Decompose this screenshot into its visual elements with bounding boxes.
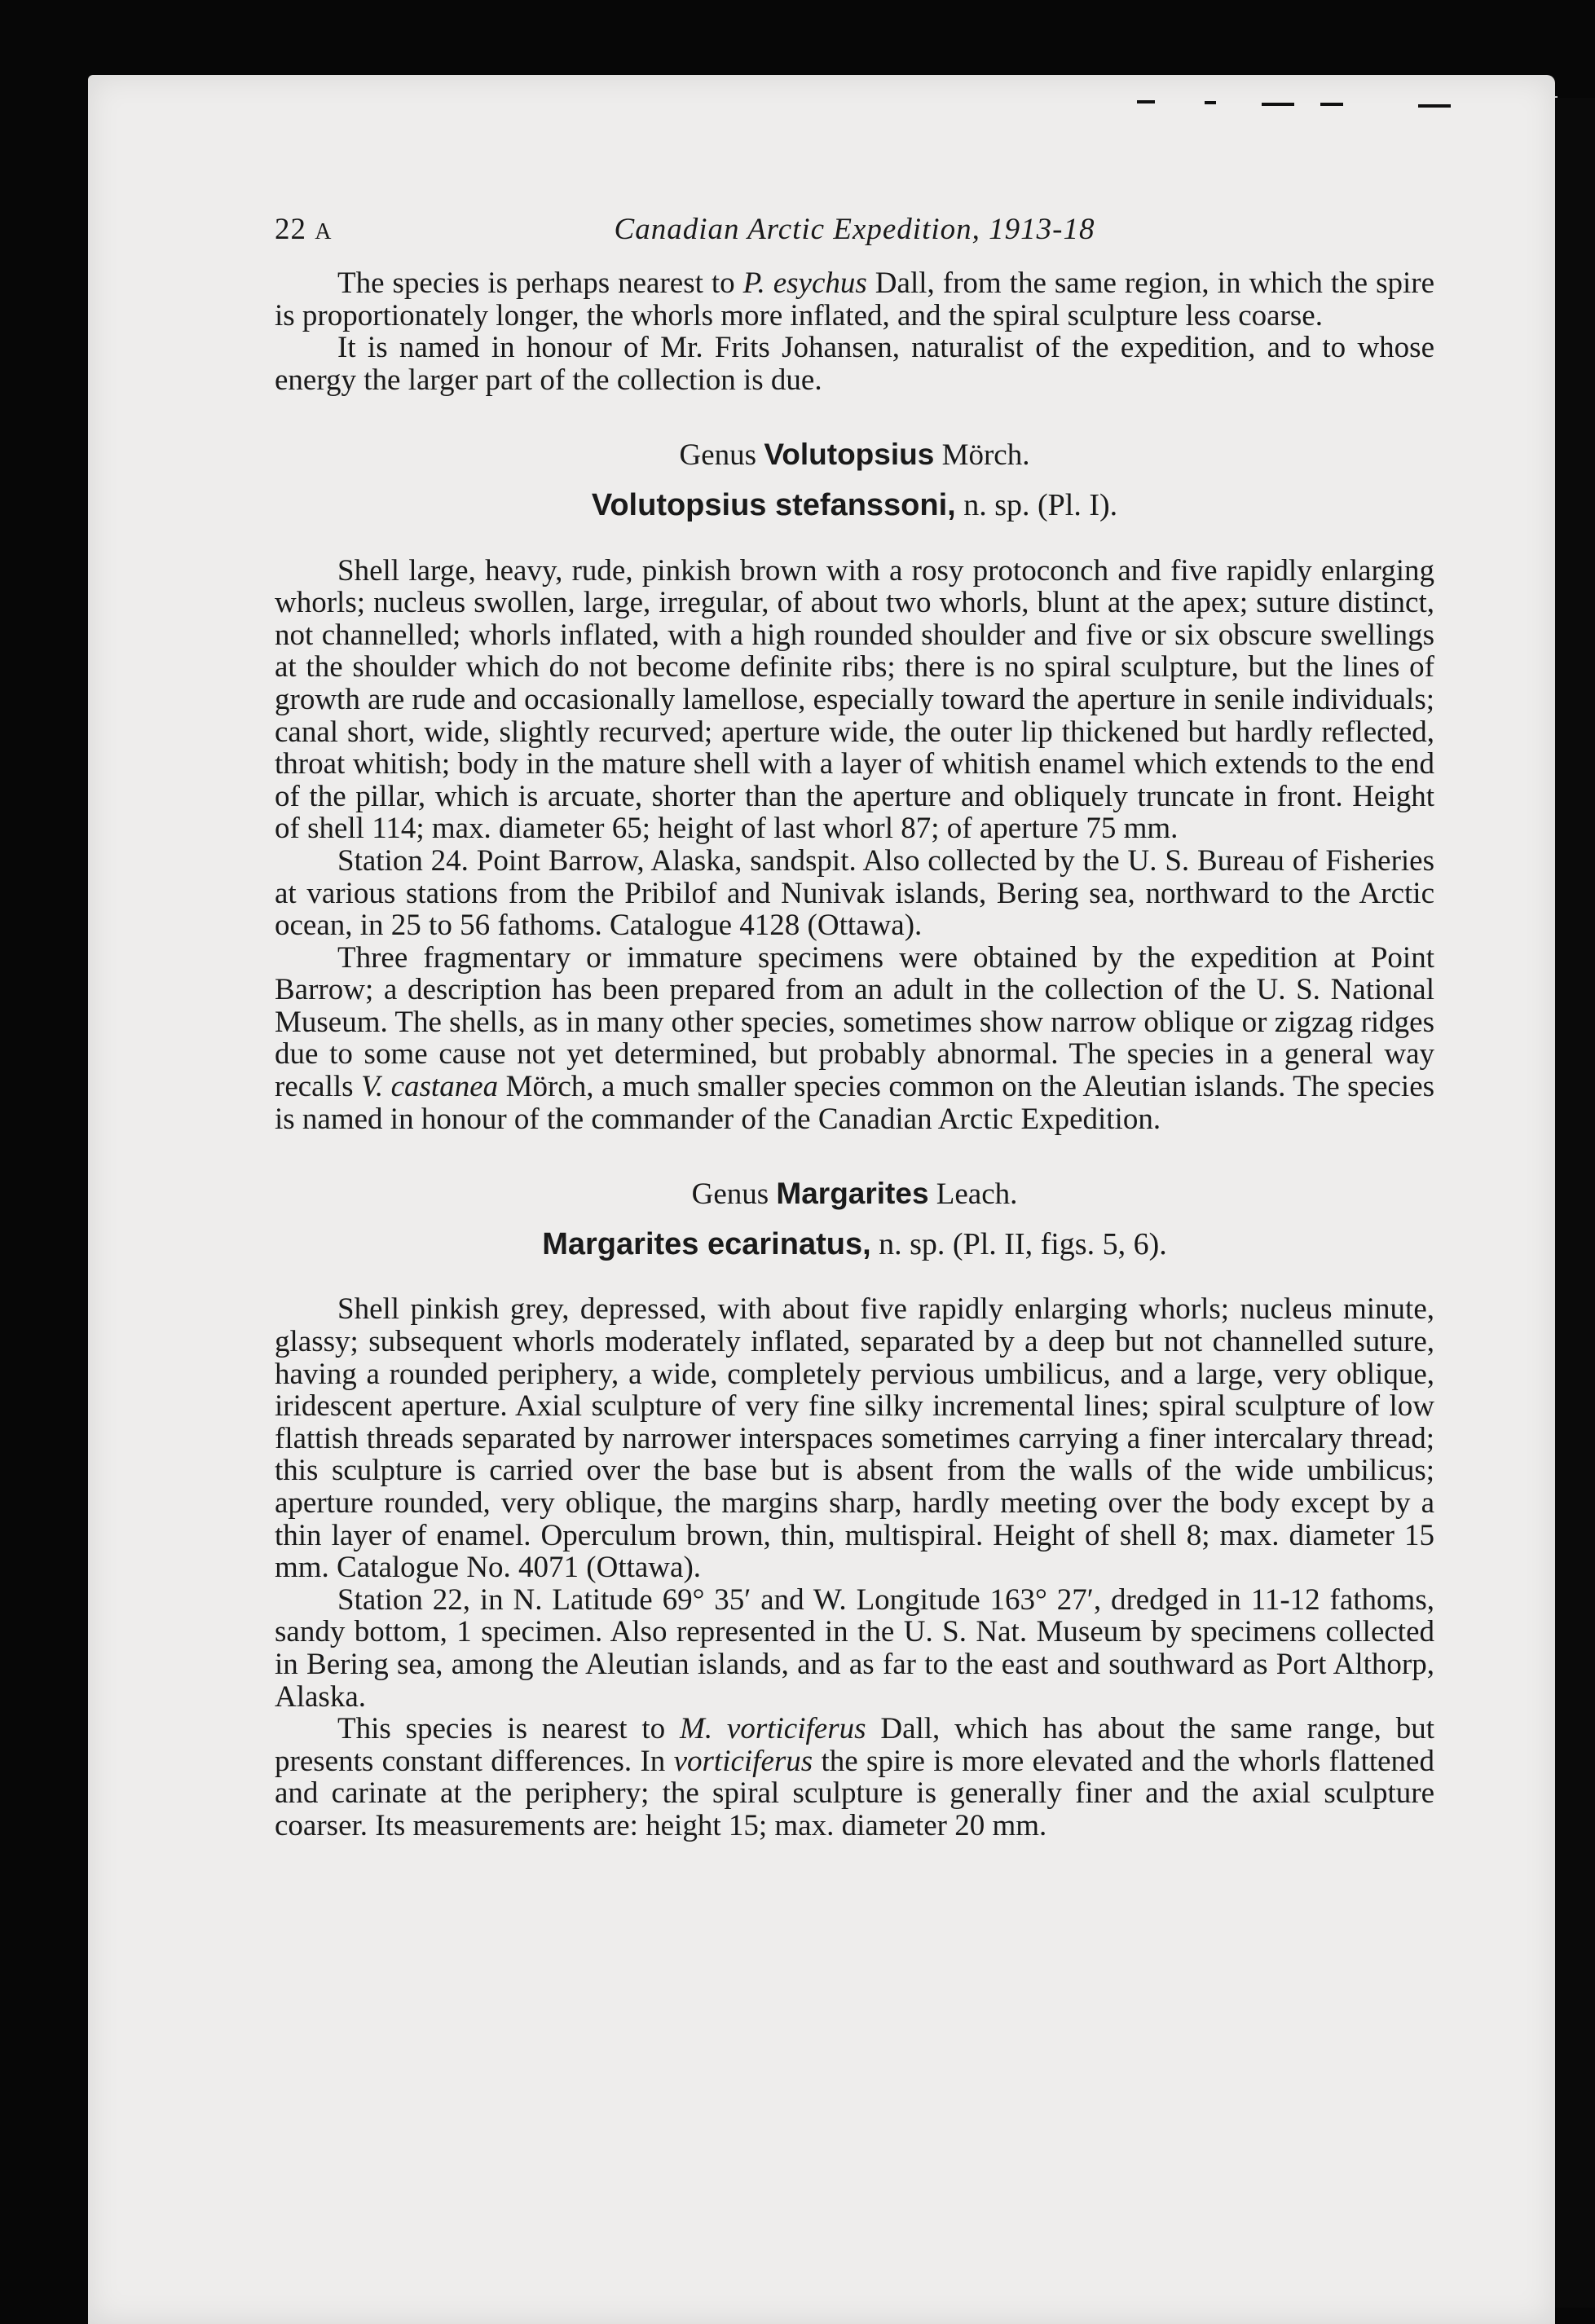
running-header [275,213,1434,249]
genus-heading: Genus Volutopsius Mörch. [679,438,1030,473]
species-reference: M. vorticiferus [680,1712,866,1746]
species-description: Shell large, heavy, rude, pinkish brown with a rosy protoconch and five rapidly enlarging whorls; nucleus swollen, large, irregular, of about two whorls, blunt at the apex; suture distinct, not channelled; whorls inflated, with a high rounded shoulder and five or six obscure swellings at the shoulder which do not become definite ribs; there is no spiral sculpture, but the lines of growth are rude and occasionally lamellose, especially toward the aperture in senile individuals; canal short, wide, slightly recurved; aperture wide, the outer lip thickened but hardly reflected, throat whitish; body in the mature shell with a layer of whitish enamel which extends to the end of the pillar, which is arcuate, shorter than the aperture and obliquely truncate in front. Height of shell 114; max. diameter 65; height of last whorl 87; of aperture 75 mm. [275,553,1434,846]
species-reference: V. castanea [361,1070,499,1104]
species-reference: P. esychus [742,266,867,300]
paragraph: The species is perhaps nearest to P. esychus Dall, from the same region, in which the spire is proportionately longer, the whorls more inflated, and the spiral sculpture less coarse. [275,266,1434,332]
scan-border [1555,98,1595,2308]
scan-mark [1320,103,1343,106]
genus-name: Volutopsius [764,438,935,472]
genus-heading: Genus Margarites Leach. [691,1177,1018,1212]
page-content [275,213,1434,1842]
species-name: Volutopsius stefanssoni, [591,487,956,522]
scan-mark [1418,104,1451,108]
remarks-paragraph: This species is nearest to M. vorticiferus Dall, which has about the same range, but presents constant differences. In vorticiferus the spire is more elevated and the whorls flattened and carinate at the periphery; the spiral sculpture is generally finer and the axial sculpture coarser. Its measurements are: height 15; max. diameter 20 mm. [275,1712,1434,1842]
genus-name: Margarites [776,1177,929,1211]
species-reference: vorticiferus [673,1744,813,1778]
scan-mark [1205,101,1216,104]
species-description: Shell pinkish grey, depressed, with about five rapidly enlarging whorls; nucleus minute, glassy; subsequent whorls moderately inflated, separated by a deep but not channelled suture, having a rounded periphery, a wide, completely pervious umbilicus, and a large, very oblique, iridescent aperture. Axial sculpture of very fine silky incremental lines; spiral sculpture of low flattish threads separated by narrower interspaces sometimes carrying a finer intercalary thread; this sculpture is carried over the base but is absent from the walls of the wide umbilicus; aperture rounded, very oblique, the margins sharp, hardly meeting over the body except by a thin layer of enamel. Operculum brown, thin, multispiral. Height of shell 8; max. diameter 15 mm. Catalogue No. 4071 (Ottawa). [275,1292,1434,1585]
running-title: Canadian Arctic Expedition, 1913-18 [614,213,1095,246]
remarks-paragraph: Three fragmentary or immature specimens were obtained by the expedition at Point Barrow; a description has been prepared from an adult in the collection of the U. S. National Museum. The shells, as in many other species, sometimes show narrow oblique or zigzag ridges due to some cause not yet determined, but probably abnormal. The species in a general way recalls V. castanea Mörch, a much smaller species common on the Aleutian islands. The species is named in honour of the commander of the Canadian Arctic Expedition. [275,940,1435,1136]
scan-mark [1262,103,1294,106]
station-paragraph: Station 24. Point Barrow, Alaska, sandspit. Also collected by the U. S. Bureau of Fisheries at various stations from the Pribilof and Nunivak islands, Bering sea, northward to the Arctic ocean, in 25 to 56 fathoms. Catalogue 4128 (Ottawa). [275,843,1434,943]
species-heading: Margarites ecarinatus, n. sp. (Pl. II, figs. 5, 6). [542,1226,1167,1261]
paragraph: It is named in honour of Mr. Frits Johansen, naturalist of the expedition, and to whose energy the larger part of the collection is due. [275,331,1434,397]
scan-mark [1137,100,1155,103]
page-number: 22 A [275,213,333,246]
species-name: Margarites ecarinatus, [542,1226,871,1261]
species-heading: Volutopsius stefanssoni, n. sp. (Pl. I). [591,487,1118,522]
station-paragraph: Station 22, in N. Latitude 69° 35′ and W. Longitude 163° 27′, dredged in 11-12 fathoms, sandy bottom, 1 specimen. Also represented in the U. S. Nat. Museum by specimens collected in Bering sea, among the Aleutian islands, and as far to the east and southward as Port Althorp, Alaska. [275,1582,1434,1714]
